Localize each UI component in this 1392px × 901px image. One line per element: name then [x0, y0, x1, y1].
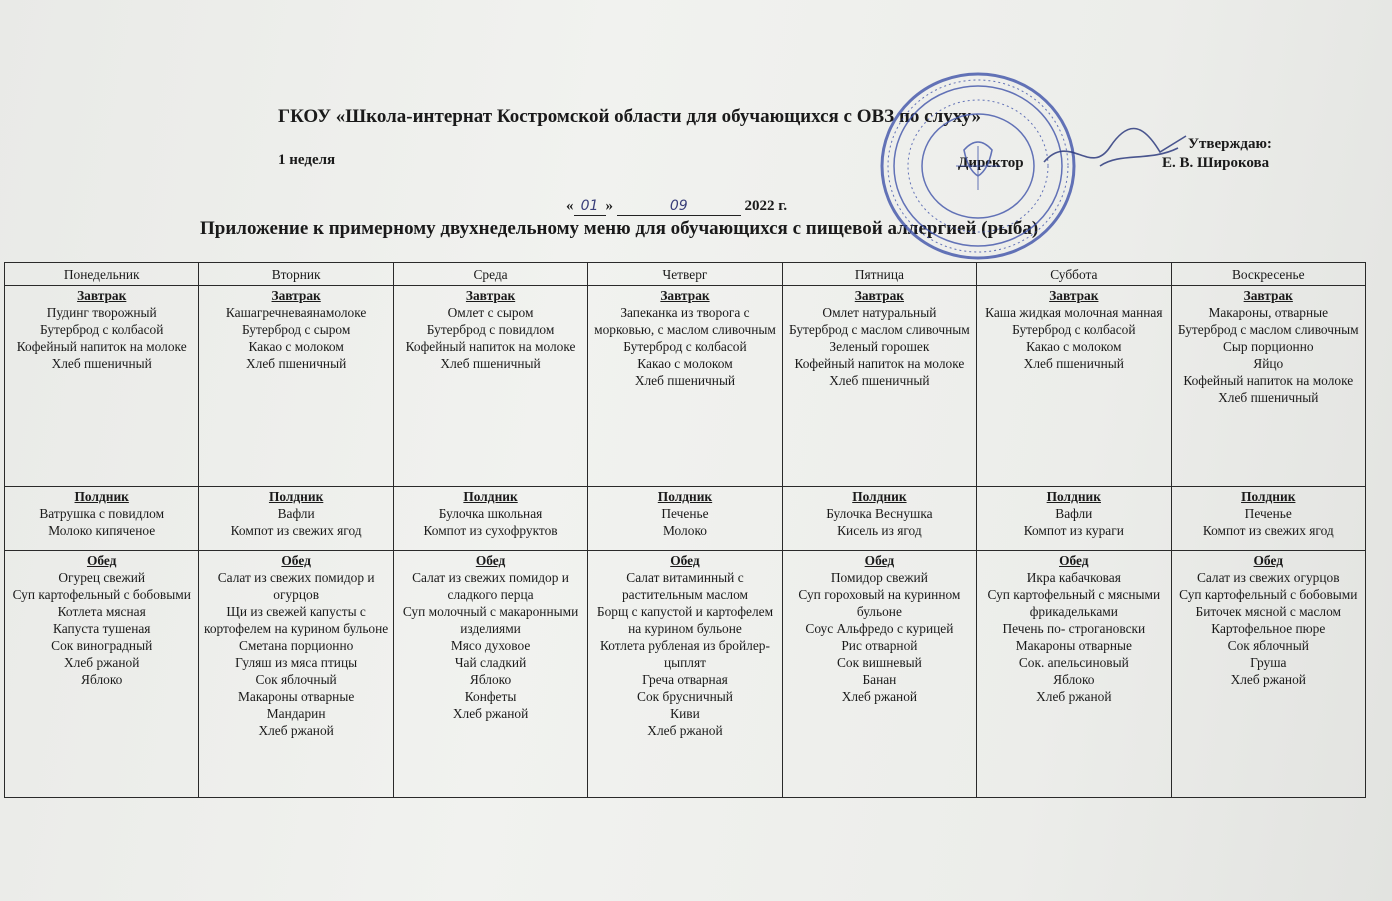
document-subtitle: Приложение к примерному двухнедельному меню для обучающихся с пищевой аллергией (рыба) [200, 218, 1039, 239]
breakfast-label: Завтрак [271, 288, 321, 303]
snack-label: Полдник [1241, 489, 1296, 504]
breakfast-label: Завтрак [660, 288, 710, 303]
dish-item: Бутерброд с повидлом [426, 322, 555, 337]
dish-item: Котлета мясная [57, 604, 146, 619]
dish-item: Какао с молоком [637, 356, 733, 371]
dish-item: Салат из свежих огурцов [1196, 570, 1340, 585]
lunch-cell [1171, 551, 1365, 798]
dish-item: Омлет натуральный [822, 305, 937, 320]
snack-cell [1171, 487, 1365, 551]
dish-item: Кашагречневаянамолоке [225, 305, 367, 320]
dish-item: Картофельное пюре [1211, 621, 1326, 636]
dish-item: Капуста тушеная [52, 621, 151, 636]
dish-item: Хлеб пшеничный [51, 356, 152, 371]
dish-item: Вафли [277, 506, 315, 521]
dish-item: Хлеб пшеничный [829, 373, 930, 388]
dish-item: Кофейный напиток на молоке [405, 339, 576, 354]
dish-item: Бутерброд с колбасой [1012, 322, 1136, 337]
week-label: 1 неделя [278, 152, 336, 168]
dish-item: Яблоко [81, 672, 123, 687]
dish-item: Кисель из ягод [837, 523, 922, 538]
dish-item: Сок брусничный [637, 689, 733, 704]
date-month: 09 [669, 198, 688, 214]
snack-label: Полдник [657, 489, 713, 504]
dish-item: Хлеб ржаной [452, 706, 529, 721]
lunch-label: Обед [281, 553, 311, 568]
dish-item: Кофейный напиток на молоке [1183, 373, 1354, 388]
director-signature [1040, 122, 1190, 182]
dish-item: Хлеб ржаной [1230, 672, 1306, 687]
dish-item: Биточек мясной с маслом [1195, 604, 1342, 619]
dish-item: Каша жидкая молочная манная [985, 305, 1163, 320]
dish-item: Печень по- строгановски [1002, 621, 1146, 636]
snack-label: Полдник [463, 489, 518, 504]
dish-item: Омлет с сыром [447, 305, 534, 320]
dish-item: Кофейный напиток на молоке [16, 339, 187, 354]
dish-item: Компот из кураги [1023, 523, 1124, 538]
dish-item: Сок яблочный [1227, 638, 1309, 653]
snack-label: Полдник [852, 489, 907, 504]
lunch-cell [5, 551, 199, 798]
snack-label: Полдник [74, 489, 129, 504]
date-close-quote: » [605, 198, 613, 214]
dish-item: Соус Альфредо с курицей [805, 621, 954, 636]
lunch-cell [393, 551, 587, 798]
days-header-row [5, 263, 1366, 286]
lunch-cell [782, 551, 976, 798]
dish-item: Зеленый горошек [829, 339, 930, 354]
breakfast-cell [782, 286, 976, 487]
dish-item: Бутерброд с колбасой [40, 322, 164, 337]
breakfast-label: Завтрак [1049, 288, 1099, 303]
director-label: Директор [958, 155, 1024, 171]
dish-item: Хлеб ржаной [258, 723, 334, 738]
lunch-cell [199, 551, 393, 798]
day-header: Вторник [199, 263, 393, 286]
lunch-label: Обед [1253, 553, 1283, 568]
snack-cell [199, 487, 393, 551]
date-day: 01 [580, 198, 599, 214]
breakfast-cell [393, 286, 587, 487]
dish-item: Бутерброд с маслом сливочным [789, 322, 970, 337]
breakfast-cell [588, 286, 782, 487]
director-name: Е. В. Широкова [1162, 155, 1270, 171]
lunch-label: Обед [86, 553, 117, 568]
lunch-label: Обед [864, 553, 895, 568]
dish-item: Компот из свежих ягод [230, 523, 362, 538]
dish-item: Булочка школьная [438, 506, 543, 521]
dish-item: Хлеб ржаной [64, 655, 140, 670]
dish-item: Киви [670, 706, 700, 721]
lunch-cell [588, 551, 782, 798]
dish-item: Котлета рубленая из бройлер-цыплят [600, 638, 770, 670]
dish-item: Щи из свежей капусты с кортофелем на курином бульоне [204, 604, 389, 636]
dish-item: Помидор свежий [830, 570, 928, 585]
document-title: ГКОУ «Школа-интернат Костромской области для обучающихся с ОВЗ по слуху» [278, 106, 981, 127]
dish-item: Хлеб пшеничный [245, 356, 347, 371]
date-month-field [617, 198, 741, 216]
dish-item: Какао с молоком [1026, 339, 1122, 354]
dish-item: Сыр порционно [1222, 339, 1314, 354]
dish-item: Груша [1250, 655, 1287, 670]
snack-cell [782, 487, 976, 551]
breakfast-cell [1171, 286, 1365, 487]
dish-item: Хлеб ржаной [841, 689, 918, 704]
dish-item: Гуляш из мяса птицы [235, 655, 358, 670]
dish-item: Салат из свежих помидор и сладкого перца [412, 570, 569, 602]
dish-item: Бутерброд с колбасой [623, 339, 747, 354]
breakfast-cell [5, 286, 199, 487]
snack-label: Полдник [1046, 489, 1101, 504]
menu-table [4, 262, 1366, 798]
dish-item: Яйцо [1253, 356, 1284, 371]
dish-item: Банан [862, 672, 897, 687]
date-year: 2022 г. [744, 198, 788, 214]
dish-item: Хлеб ржаной [1036, 689, 1112, 704]
dish-item: Чай сладкий [454, 655, 527, 670]
dish-item: Компот из свежих ягод [1202, 523, 1334, 538]
dish-item: Сметана порционно [238, 638, 354, 653]
breakfast-label: Завтрак [1243, 288, 1293, 303]
dish-item: Макароны отварные [238, 689, 355, 704]
dish-item: Салат из свежих помидор и огурцов [217, 570, 375, 602]
dish-item: Ватрушка с повидлом [39, 506, 165, 521]
dish-item: Макароны отварные [1015, 638, 1132, 653]
dish-item: Суп картофельный с бобовыми [12, 587, 191, 602]
dish-item: Молоко [662, 523, 707, 538]
dish-item: Яблоко [1053, 672, 1095, 687]
day-header: Четверг [588, 263, 782, 286]
dish-item: Хлеб пшеничный [1218, 390, 1319, 405]
day-header: Понедельник [5, 263, 199, 286]
approve-label: Утверждаю: [1188, 136, 1272, 152]
snack-cell [588, 487, 782, 551]
lunch-label: Обед [670, 553, 700, 568]
dish-item: Бутерброд с маслом сливочным [1177, 322, 1359, 337]
dish-item: Булочка Веснушка [826, 506, 933, 521]
dish-item: Пудинг творожный [46, 305, 157, 320]
dish-item: Икра кабачковая [1026, 570, 1121, 585]
dish-item: Мясо духовое [450, 638, 531, 653]
dish-item: Печенье [1244, 506, 1292, 521]
snack-row [5, 487, 1366, 551]
dish-item: Компот из сухофруктов [423, 523, 558, 538]
dish-item: Сок вишневый [836, 655, 922, 670]
day-header: Среда [393, 263, 587, 286]
dish-item: Хлеб ржаной [647, 723, 723, 738]
dish-item: Печенье [661, 506, 709, 521]
dish-item: Какао с молоком [248, 339, 344, 354]
breakfast-cell [977, 286, 1171, 487]
dish-item: Вафли [1055, 506, 1093, 521]
breakfast-label: Завтрак [465, 288, 516, 303]
dish-item: Хлеб пшеничный [634, 373, 736, 388]
dish-item: Суп картофельный с бобовыми [1179, 587, 1358, 602]
dish-item: Греча отварная [642, 672, 728, 687]
dish-item: Огурец свежий [58, 570, 146, 585]
dish-item: Яблоко [469, 672, 512, 687]
dish-item: Хлеб пшеничный [1023, 356, 1124, 371]
breakfast-row [5, 286, 1366, 487]
snack-cell [977, 487, 1171, 551]
dish-item: Кофейный напиток на молоке [794, 356, 965, 371]
lunch-label: Обед [475, 553, 506, 568]
dish-item: Суп картофельный с мясными фрикадельками [987, 587, 1161, 619]
dish-item: Борщ с капустой и картофелем на курином бульоне [596, 604, 774, 636]
dish-item: Мандарин [266, 706, 326, 721]
approval-date [566, 198, 787, 216]
snack-cell [5, 487, 199, 551]
dish-item: Салат витаминный с растительным маслом [621, 570, 748, 602]
day-header: Воскресенье [1171, 263, 1365, 286]
lunch-label: Обед [1059, 553, 1089, 568]
snack-label: Полдник [268, 489, 324, 504]
dish-item: Сок яблочный [255, 672, 337, 687]
date-open-quote: « [566, 198, 574, 214]
dish-item: Запеканка из творога с морковью, с маслом сливочным [594, 305, 776, 337]
dish-item: Конфеты [464, 689, 517, 704]
date-day-field [574, 198, 606, 216]
breakfast-label: Завтрак [854, 288, 905, 303]
dish-item: Суп гороховый на куринном бульоне [798, 587, 961, 619]
dish-item: Сок. апельсиновый [1018, 655, 1129, 670]
lunch-cell [977, 551, 1171, 798]
dish-item: Рис отварной [841, 638, 918, 653]
dish-item: Молоко кипяченое [48, 523, 156, 538]
dish-item: Хлеб пшеничный [440, 356, 541, 371]
dish-item: Суп молочный с макаронными изделиями [402, 604, 579, 636]
day-header: Суббота [977, 263, 1171, 286]
snack-cell [393, 487, 587, 551]
dish-item: Бутерброд с сыром [241, 322, 351, 337]
dish-item: Сок виноградный [51, 638, 153, 653]
lunch-row [5, 551, 1366, 798]
breakfast-cell [199, 286, 393, 487]
dish-item: Макароны, отварные [1208, 305, 1329, 320]
breakfast-label: Завтрак [77, 288, 127, 303]
day-header: Пятница [782, 263, 976, 286]
